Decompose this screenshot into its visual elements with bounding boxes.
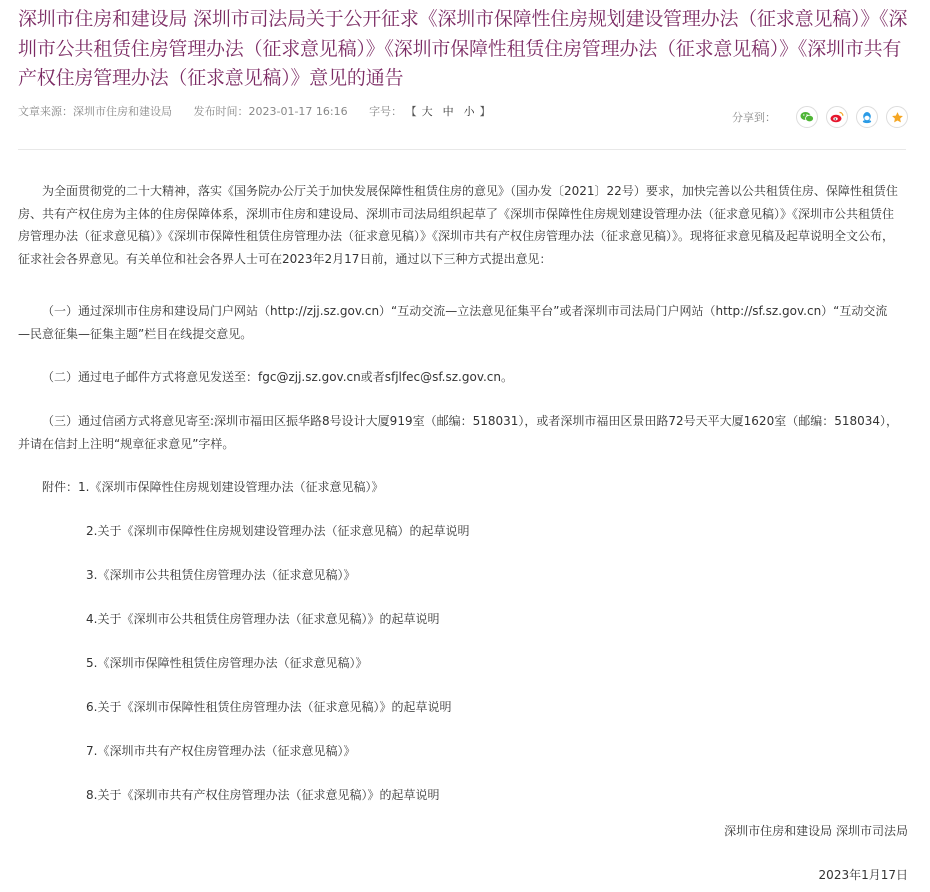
share-bar (732, 106, 908, 128)
weibo-icon[interactable] (826, 106, 848, 128)
article-meta (18, 103, 491, 119)
bracket-open: 【 (405, 105, 417, 118)
attachments-label: 附件： (42, 480, 79, 494)
paragraph-method-3: （三）通过信函方式将意见寄至:深圳市福田区振华路8号设计大厦919室（邮编：518031），或者深圳市福田区景田路72号天平大厦1620室（邮编：518034），并请在信封上注明“规章征求意见”字样。 (18, 414, 899, 451)
font-size-control (369, 105, 491, 118)
time-value: 2023-01-17 16:16 (248, 105, 348, 118)
paragraph-method-1: （一）通过深圳市住房和建设局门户网站（http://zjj.sz.gov.cn）“互动交流—立法意见征集平台”或者深圳市司法局门户网站（http://sf.sz.gov.cn）“互动交流—民意征集—征集主题”栏目在线提交意见。 (18, 304, 888, 341)
font-size-label: 字号： (369, 105, 403, 118)
header-divider (18, 149, 906, 150)
issue-date: 2023年1月17日 (818, 868, 908, 882)
source-label: 文章来源： (18, 105, 73, 118)
paragraph-intro: 为全面贯彻党的二十大精神，落实《国务院办公厅关于加快发展保障性租赁住房的意见》（国办发〔2021〕22号）要求，加快完善以公共租赁住房、保障性租赁住房、共有产权住房为主体的住房保障体系，深圳市住房和建设局、深圳市司法局组织起草了《深圳市保障性住房规划建设管理办法（征求意见稿）》《深圳市公共租赁住房管理办法（征求意见稿）》《深圳市保障性租赁住房管理办法（征求意见稿）》《深圳市共有产权住房管理办法（征求意见稿）》。现将征求意见稿及起草说明全文公布，征求社会各界意见。有关单位和社会各界人士可在2023年2月17日前，通过以下三种方式提出意见： (18, 184, 898, 266)
article-title: 深圳市住房和建设局 深圳市司法局关于公开征求《深圳市保障性住房规划建设管理办法（征求意见稿）》《深圳市公共租赁住房管理办法（征求意见稿）》《深圳市保障性租赁住房管理办法（征求意见稿）》《深圳市共有产权住房管理办法（征求意见稿）》意见的通告 (18, 8, 908, 89)
issuer-signature: 深圳市住房和建设局 深圳市司法局 (724, 824, 908, 838)
font-size-medium[interactable]: 中 (442, 105, 454, 118)
attachment-link[interactable]: 4.关于《深圳市公共租赁住房管理办法（征求意见稿）》的起草说明 (86, 612, 440, 626)
time-label: 发布时间： (193, 105, 249, 118)
qq-icon[interactable] (856, 106, 878, 128)
bracket-close: 】 (479, 105, 491, 118)
font-size-small[interactable]: 小 (463, 105, 475, 118)
attachment-link[interactable]: 2.关于《深圳市保障性住房规划建设管理办法（征求意见稿）的起草说明 (86, 524, 470, 538)
attachment-link[interactable]: 7.《深圳市共有产权住房管理办法（征求意见稿）》 (86, 744, 356, 758)
attachment-link[interactable]: 5.《深圳市保障性租赁住房管理办法（征求意见稿）》 (86, 656, 368, 670)
source-value: 深圳市住房和建设局 (73, 105, 172, 118)
favorite-icon[interactable] (886, 106, 908, 128)
attachments-first-line (42, 476, 383, 499)
attachment-link[interactable]: 8.关于《深圳市共有产权住房管理办法（征求意见稿）》的起草说明 (86, 788, 440, 802)
font-size-large[interactable]: 大 (421, 105, 433, 118)
attachment-link[interactable]: 3.《深圳市公共租赁住房管理办法（征求意见稿）》 (86, 568, 356, 582)
paragraph-method-2: （二）通过电子邮件方式将意见发送至：fgc@zjj.sz.gov.cn或者sfjlfec@sf.sz.gov.cn。 (42, 370, 514, 384)
share-label: 分享到： (732, 111, 776, 124)
wechat-icon[interactable] (796, 106, 818, 128)
attachment-link[interactable]: 6.关于《深圳市保障性租赁住房管理办法（征求意见稿）》的起草说明 (86, 700, 452, 714)
attachment-link[interactable]: 1.《深圳市保障性住房规划建设管理办法（征求意见稿）》 (78, 480, 384, 494)
